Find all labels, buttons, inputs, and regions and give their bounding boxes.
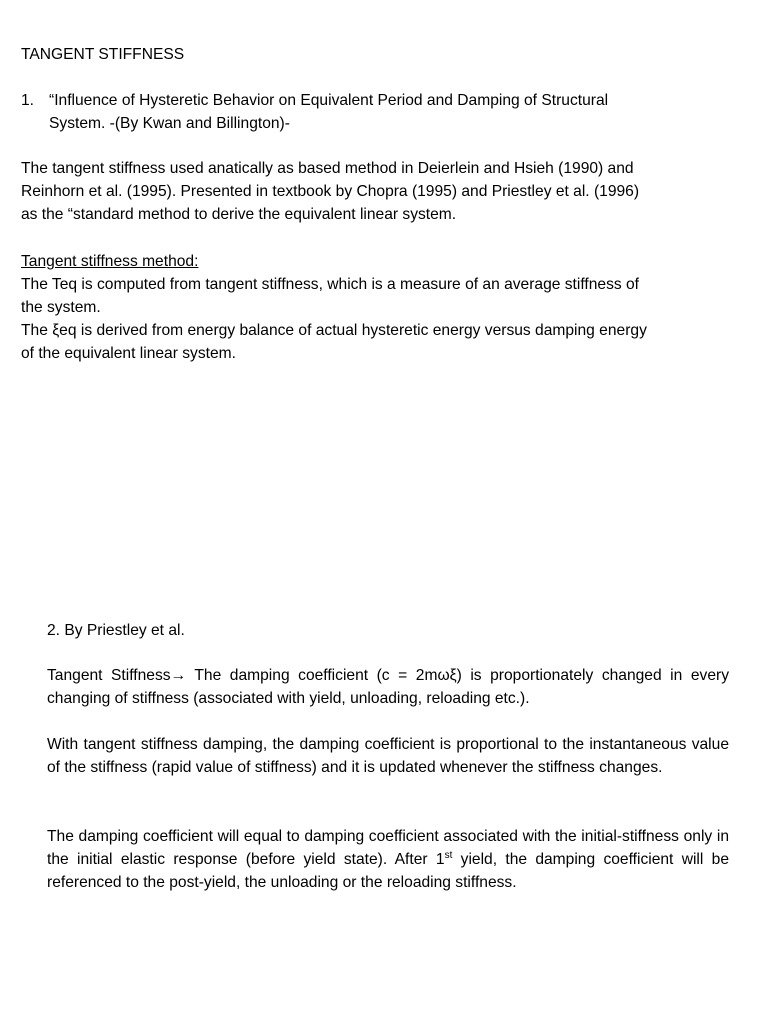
reference-line-1: “Influence of Hysteretic Behavior on Equivalent Period and Damping of Structural [49,92,609,109]
right-arrow-icon: → [170,667,187,684]
reference-line-2: System. -(By Kwan and Billington)- [49,115,290,132]
reference-number: 1. [21,92,35,109]
p3-superscript: st [444,849,453,861]
method-title: Tangent stiffness method: [21,253,199,270]
section-2-paragraph-2 [47,733,729,779]
intro-line-1: The tangent stiffness used anatically as based method in Deierlein and Hsieh (1990) and [21,160,634,177]
section-2-paragraph-1 [47,664,729,710]
reference-row [21,89,723,135]
reference-text [49,89,723,135]
p3-after: yield, the damping coefficient will be referenced to the post-yield, the unloading or the reloading stiffness. [47,851,729,891]
p3-before: The damping coefficient will equal to damping coefficient associated with the initial-stiffness only in the initial elastic response (before yield state). After 1 [47,828,729,868]
section-2-heading [47,619,729,642]
intro-paragraph [21,157,723,226]
section-2-paragraph-3 [47,825,729,894]
document-heading [21,43,723,66]
teq-line-1: The Teq is computed from tangent stiffness, which is a measure of an average stiffness of [21,276,640,293]
method-section [21,250,723,365]
xi-line-1: The ξeq is derived from energy balance of actual hysteretic energy versus damping energy [21,322,647,339]
p1-lead: Tangent Stiffness [47,667,171,684]
intro-line-2: Reinhorn et al. (1995). Presented in textbook by Chopra (1995) and Priestley et al. (1996) [21,183,640,200]
xi-line-2: of the equivalent linear system. [21,345,236,362]
reference-item [21,89,723,135]
teq-line-2: the system. [21,299,101,316]
heading-text: TANGENT STIFFNESS [21,46,185,63]
p2-text: With tangent stiffness damping, the damping coefficient is proportional to the instantaneous value of the stiffness (rapid value of stiffness) and it is updated whenever the stiffness changes. [47,736,729,776]
p1-rest: The damping coefficient (c = 2mωξ) is proportionately changed in every changing of stiffness (associated with yield, unloading, reloading etc.). [47,667,729,707]
section-2-heading-text: 2. By Priestley et al. [47,622,185,639]
intro-line-3: as the “standard method to derive the equivalent linear system. [21,206,457,223]
